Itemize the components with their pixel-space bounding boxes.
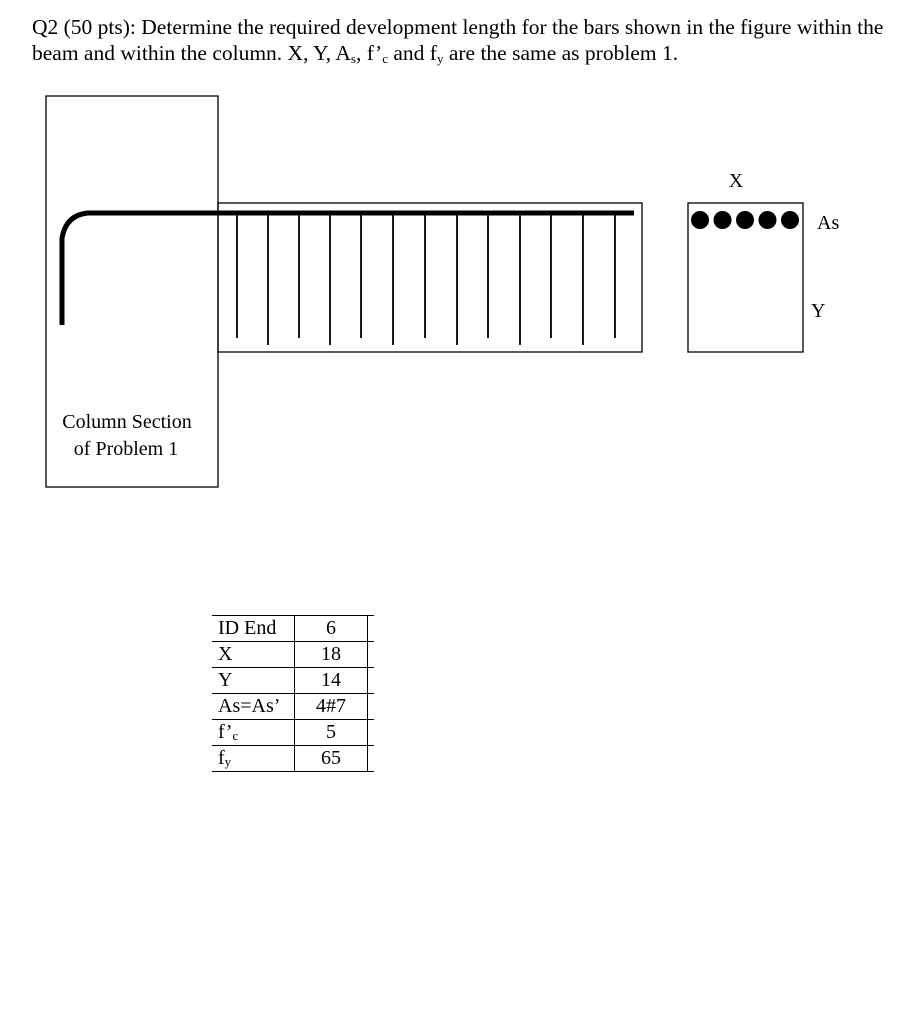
- row-label-text: Y: [218, 669, 233, 691]
- row-value: 65: [295, 746, 368, 772]
- row-label-text: X: [218, 643, 233, 665]
- table-row: [212, 694, 374, 720]
- row-label: [212, 694, 295, 720]
- row-label: [212, 668, 295, 694]
- question-mid1: , f’: [355, 41, 383, 65]
- as-subscript: s: [350, 51, 356, 66]
- column-label-line1: Column Section: [62, 411, 192, 433]
- row-label-subscript: c: [232, 728, 239, 743]
- row-value: 18: [295, 642, 368, 668]
- row-label-text: ID End: [218, 617, 277, 639]
- row-value: 6: [295, 616, 368, 642]
- table-row: [212, 616, 374, 642]
- column-label-line2: of Problem 1: [73, 438, 179, 460]
- fy-subscript: y: [436, 51, 444, 66]
- hooked-bar: [62, 213, 634, 325]
- table-row: [212, 668, 374, 694]
- properties-table: [212, 615, 374, 772]
- section-as-label: As: [817, 212, 840, 234]
- rebar-dot: [759, 211, 777, 229]
- stirrups: [237, 213, 615, 345]
- row-value: 4#7: [295, 694, 368, 720]
- beam: [218, 203, 642, 352]
- question-prefix: Q2 (50 pts): Determine the required development length for the bars shown in the figure within the beam and within the column. X, Y, A: [32, 15, 884, 65]
- question-mid2: and f: [388, 41, 437, 65]
- row-label-text: f: [218, 747, 225, 769]
- row-blank-cell: [368, 746, 375, 772]
- section-y-label: Y: [811, 300, 826, 322]
- row-label-subscript: y: [224, 754, 232, 769]
- row-blank-cell: [368, 668, 375, 694]
- row-blank-cell: [368, 720, 375, 746]
- rebar-dot: [691, 211, 709, 229]
- question-suffix: are the same as problem 1.: [443, 41, 679, 65]
- rebar-dot: [736, 211, 754, 229]
- row-blank-cell: [368, 694, 375, 720]
- row-blank-cell: [368, 616, 375, 642]
- table-row: [212, 746, 374, 772]
- rebar-dot: [714, 211, 732, 229]
- row-value: 14: [295, 668, 368, 694]
- section-x-label: X: [728, 170, 744, 192]
- row-label: [212, 720, 295, 746]
- row-label: [212, 642, 295, 668]
- rebar-dot: [781, 211, 799, 229]
- row-label: [212, 616, 295, 642]
- table-row: [212, 720, 374, 746]
- row-label-text: As=As’: [218, 695, 281, 717]
- row-blank-cell: [368, 642, 375, 668]
- row-value: 5: [295, 720, 368, 746]
- table-row: [212, 642, 374, 668]
- row-label-text: f’: [218, 721, 233, 743]
- row-label: [212, 746, 295, 772]
- fc-subscript: c: [382, 51, 388, 66]
- rebar-dots: [691, 211, 799, 229]
